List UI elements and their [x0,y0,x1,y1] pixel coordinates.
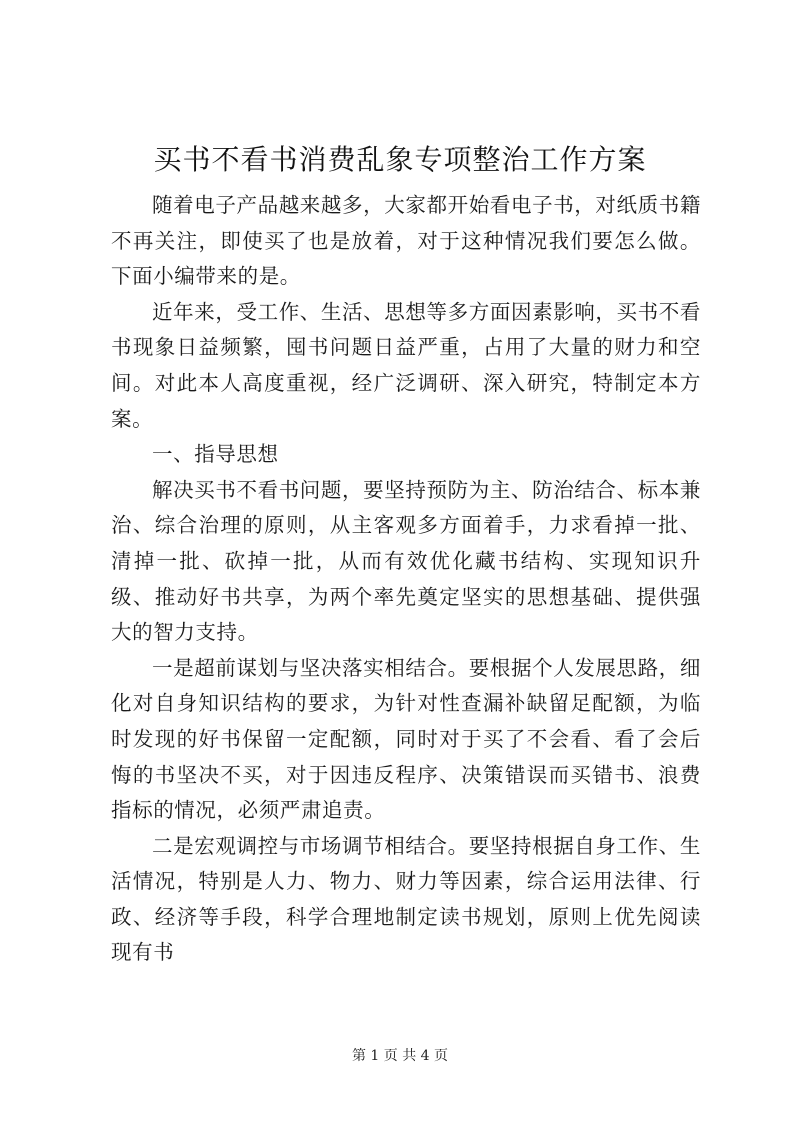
paragraph-principles: 解决买书不看书问题，要坚持预防为主、防治结合、标本兼治、综合治理的原则，从主客观多方面着手，力求看掉一批、清掉一批、砍掉一批，从而有效优化藏书结构、实现知识升级、推动好书共享，为两个率先奠定坚实的思想基础、提供强大的智力支持。 [111,477,701,645]
paragraph-point-two: 二是宏观调控与市场调节相结合。要坚持根据自身工作、生活情况，特别是人力、物力、财力等因素，综合运用法律、行政、经济等手段，科学合理地制定读书规划，原则上优先阅读现有书 [111,833,701,965]
document-body [111,188,701,971]
paragraph-point-one: 一是超前谋划与坚决落实相结合。要根据个人发展思路，细化对自身知识结构的要求，为针对性查漏补缺留足配额，为临时发现的好书保留一定配额，同时对于买了不会看、看了会后悔的书坚决不买，对于因违反程序、决策错误而买错书、浪费指标的情况，必须严肃追责。 [111,655,701,823]
paragraph-background: 近年来，受工作、生活、思想等多方面因素影响，买书不看书现象日益频繁，囤书问题日益严重，占用了大量的财力和空间。对此本人高度重视，经广泛调研、深入研究，特制定本方案。 [111,299,701,431]
paragraph-intro: 随着电子产品越来越多，大家都开始看电子书，对纸质书籍不再关注，即使买了也是放着，对于这种情况我们要怎么做。下面小编带来的是。 [111,193,701,289]
section-heading-guiding-ideology: 一、指导思想 [152,442,279,467]
page-footer: 第 1 页 共 4 页 [351,1048,449,1064]
document-title: 买书不看书消费乱象专项整治工作方案 [153,143,647,176]
